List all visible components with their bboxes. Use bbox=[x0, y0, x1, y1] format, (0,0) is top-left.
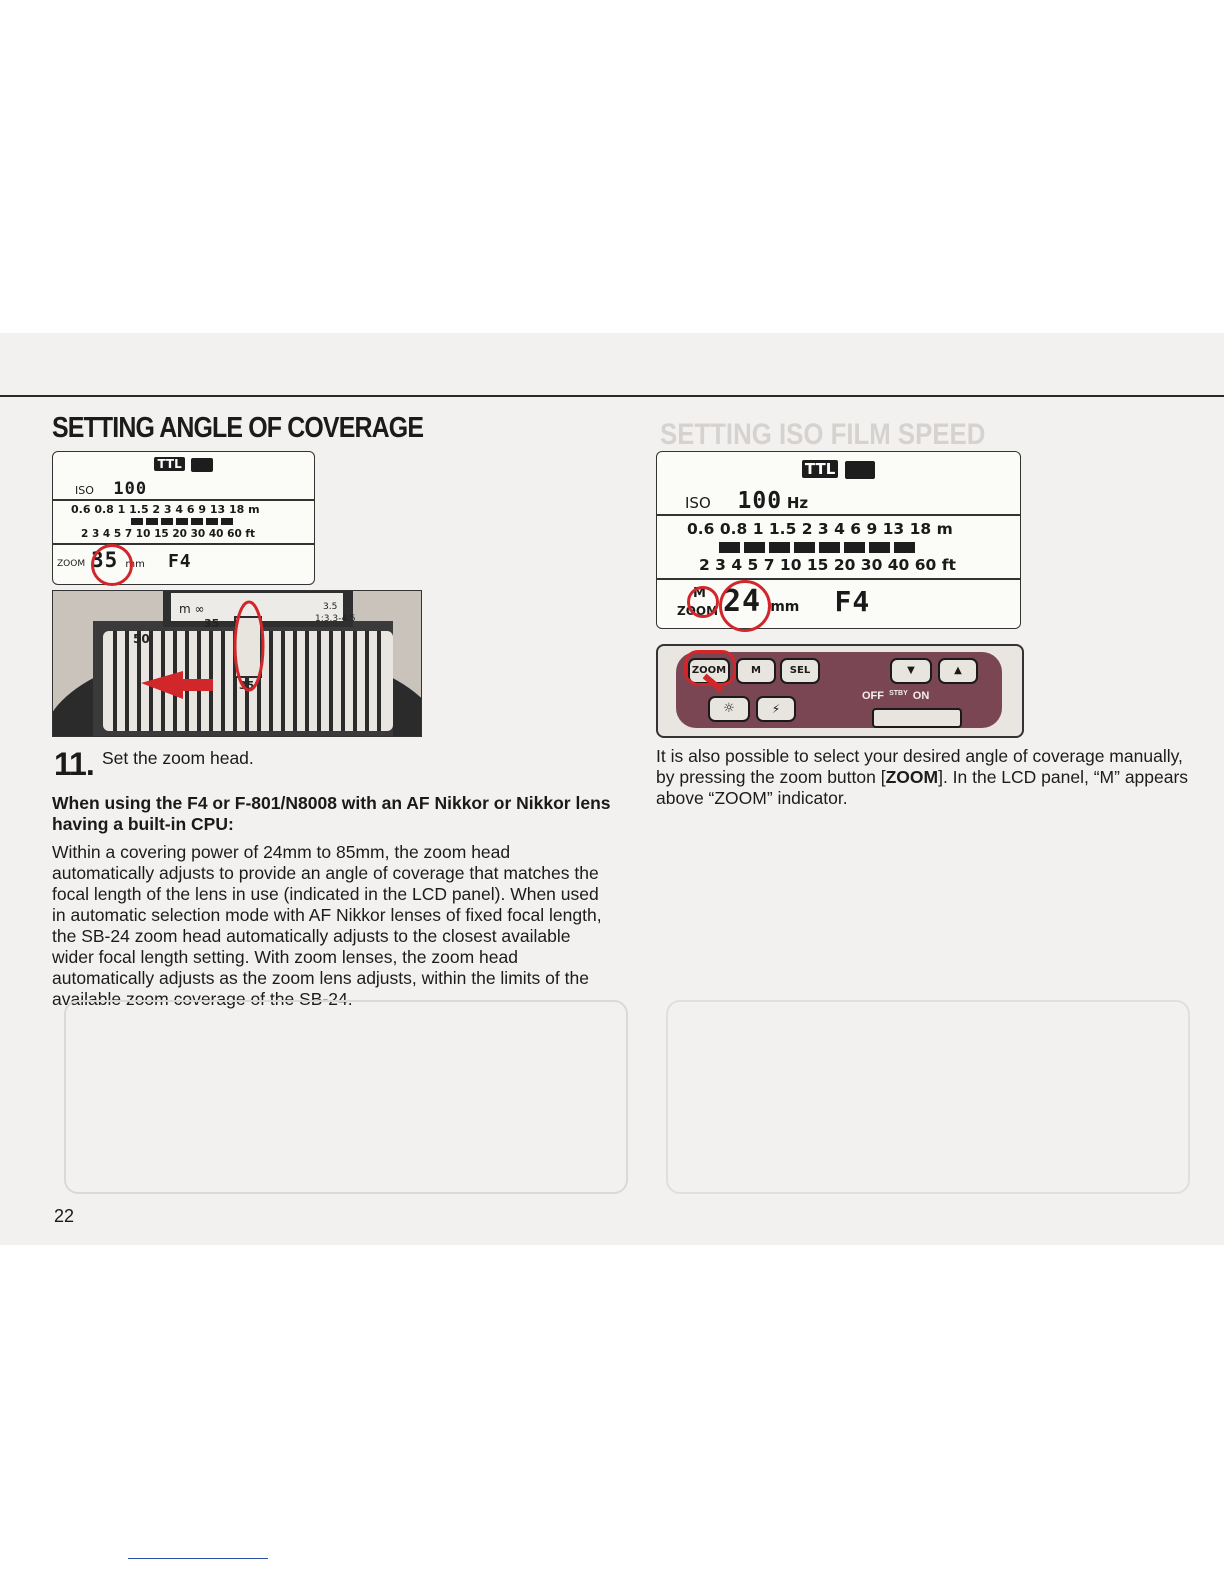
highlight-circle-zoom-button bbox=[684, 650, 736, 686]
mm-label: mm bbox=[770, 599, 800, 615]
power-switch-labels bbox=[862, 690, 929, 702]
svg-text:50: 50 bbox=[133, 632, 150, 646]
m-indicator: M bbox=[693, 586, 706, 601]
page-title: SETTING ANGLE OF COVERAGE bbox=[52, 412, 424, 444]
iso-label: ISO bbox=[75, 484, 94, 497]
zoom-value: 24 bbox=[723, 584, 762, 619]
sel-button[interactable]: SEL bbox=[780, 658, 820, 684]
ttl-indicator: TTL bbox=[802, 460, 838, 478]
lcd-panel-small bbox=[52, 451, 315, 585]
bleed-through-box bbox=[64, 1000, 628, 1194]
switch-on-label: ON bbox=[912, 690, 930, 702]
meter-scale: 0.6 0.8 1 1.5 2 3 4 6 9 13 18 m bbox=[687, 520, 953, 538]
light-button[interactable]: ☼ bbox=[708, 696, 750, 722]
iso-value: 100 bbox=[113, 479, 148, 499]
highlight-circle-zoom bbox=[91, 544, 133, 586]
zoom-button[interactable]: ZOOM bbox=[688, 658, 730, 684]
aperture-value: F4 bbox=[167, 551, 192, 572]
power-switch[interactable] bbox=[872, 708, 962, 728]
subheading: When using the F4 or F-801/N8008 with an AF Nikkor or Nikkor lens having a built-in CPU: bbox=[52, 793, 611, 834]
ttl-indicator: TTL bbox=[154, 457, 184, 471]
top-rule bbox=[0, 395, 1224, 397]
lens-illustration bbox=[53, 591, 421, 736]
svg-text:1:3.3-4.5: 1:3.3-4.5 bbox=[315, 614, 356, 624]
feet-scale: 2 3 4 5 7 10 15 20 30 40 60 ft bbox=[81, 528, 255, 540]
step-number: 11. bbox=[54, 746, 94, 782]
mm-label: mm bbox=[125, 559, 145, 570]
flash-head-icon bbox=[191, 458, 213, 472]
bleed-through-heading-right: SETTING ISO FILM SPEED bbox=[660, 418, 986, 451]
right-paragraph bbox=[656, 746, 1192, 809]
flash-control-panel bbox=[656, 644, 1024, 738]
zoom-value: 35 bbox=[91, 548, 119, 572]
hz-label: Hz bbox=[786, 494, 809, 512]
down-button[interactable]: ▼ bbox=[890, 658, 932, 684]
svg-text:35: 35 bbox=[204, 617, 220, 630]
svg-text:3.5: 3.5 bbox=[323, 602, 338, 612]
right-paragraph-part-b: ]. In the LCD panel, “M” appears above “ZOOM” indicator. bbox=[656, 767, 1189, 808]
aperture-value: F4 bbox=[834, 585, 871, 618]
feet-scale: 2 3 4 5 7 10 15 20 30 40 60 ft bbox=[699, 556, 956, 574]
switch-stby-label: STBY bbox=[889, 690, 908, 697]
flash-head-icon bbox=[845, 461, 875, 479]
highlight-circle-m bbox=[687, 586, 719, 618]
up-button[interactable]: ▲ bbox=[938, 658, 978, 684]
distance-bars bbox=[719, 542, 915, 553]
iso-label: ISO bbox=[685, 494, 711, 512]
flash-button[interactable]: ⚡ bbox=[756, 696, 796, 722]
zoom-word: ZOOM bbox=[885, 767, 939, 787]
highlight-circle-zoom bbox=[719, 580, 771, 632]
distance-bars bbox=[131, 518, 233, 525]
lcd-panel-large bbox=[656, 451, 1021, 629]
step-text: Set the zoom head. bbox=[102, 748, 254, 768]
footer-link-underline bbox=[128, 1558, 268, 1559]
svg-text:m ∞: m ∞ bbox=[179, 602, 205, 616]
zoom-label: ZOOM bbox=[57, 559, 86, 569]
switch-off-label: OFF bbox=[862, 690, 884, 702]
right-paragraph-part-a: It is also possible to select your desired angle of coverage manually, by pressing the zoom button [ bbox=[656, 746, 1183, 787]
zoom-label: ZOOM bbox=[677, 604, 719, 618]
page-number: 22 bbox=[54, 1206, 75, 1226]
left-paragraph: Within a covering power of 24mm to 85mm, the zoom head automatically adjusts to provide an angle of coverage that matches the focal length of the lens in use (indicated in the LCD panel). When used in automatic selection mode with AF Nikkor lenses of fixed focal length, the SB-24 zoom head automatically adjusts to the closest available wider focal length setting. With zoom lenses, the zoom head automatically adjusts as the zoom lens adjusts, within the limits of the available zoom coverage of the SB-24. bbox=[52, 842, 602, 1009]
lens-photo bbox=[52, 590, 422, 737]
m-button[interactable]: M bbox=[736, 658, 776, 684]
svg-text:35: 35 bbox=[239, 679, 255, 692]
iso-value: 100 bbox=[737, 488, 783, 514]
bleed-through-box-right bbox=[666, 1000, 1190, 1194]
meter-scale: 0.6 0.8 1 1.5 2 3 4 6 9 13 18 m bbox=[71, 503, 260, 516]
